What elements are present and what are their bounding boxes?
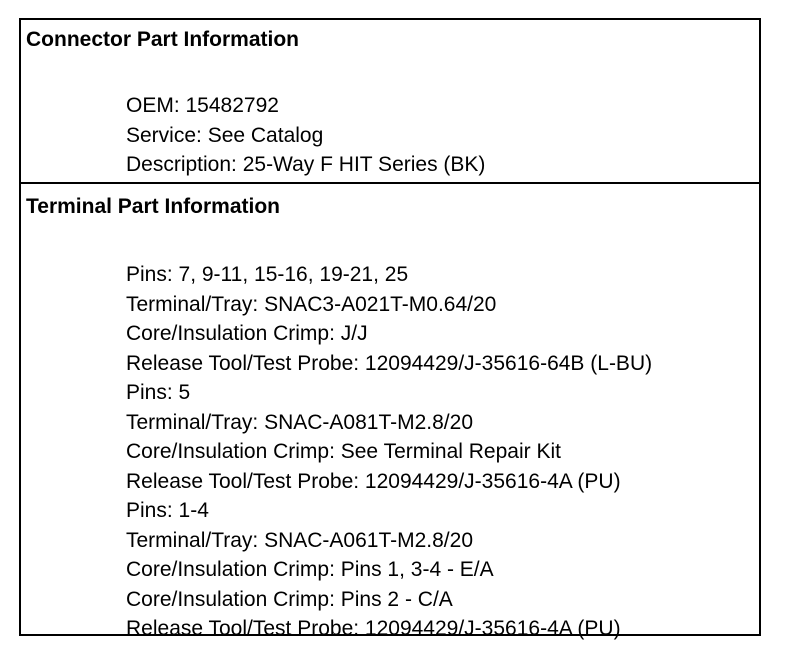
terminal-detail-line: Pins: 5 [126, 381, 191, 404]
terminal-detail-line: Pins: 1-4 [126, 499, 209, 522]
terminal-detail-line: Terminal/Tray: SNAC3-A021T-M0.64/20 [126, 292, 497, 316]
terminal-part-details [126, 260, 652, 644]
terminal-detail-line: Terminal/Tray: SNAC-A061T-M2.8/20 [126, 528, 474, 552]
terminal-detail-line: Terminal/Tray: SNAC-A081T-M2.8/20 [126, 410, 474, 434]
connector-part-details [126, 91, 485, 180]
terminal-detail-line: Release Tool/Test Probe: 12094429/J-35616-4A (PU) [126, 617, 621, 640]
connector-part-heading: Connector Part Information [26, 28, 300, 51]
terminal-detail-line: Core/Insulation Crimp: See Terminal Repair Kit [126, 440, 561, 463]
part-information-table [19, 18, 761, 640]
terminal-detail-line: Core/Insulation Crimp: Pins 1, 3-4 - E/A [126, 558, 494, 581]
terminal-detail-line: Release Tool/Test Probe: 12094429/J-35616-64B (L-BU) [126, 351, 653, 375]
terminal-part-section [21, 184, 759, 640]
terminal-detail-line: Core/Insulation Crimp: Pins 2 - C/A [126, 587, 453, 611]
connector-service-line: Service: See Catalog [126, 123, 324, 147]
terminal-detail-line: Core/Insulation Crimp: J/J [126, 322, 368, 345]
connector-description-line: Description: 25-Way F HIT Series (BK) [126, 153, 486, 176]
terminal-detail-line: Release Tool/Test Probe: 12094429/J-35616-4A (PU) [126, 469, 621, 493]
terminal-detail-line: Pins: 7, 9-11, 15-16, 19-21, 25 [126, 263, 409, 286]
connector-oem-line: OEM: 15482792 [126, 94, 279, 117]
connector-part-section [21, 20, 759, 184]
terminal-part-heading: Terminal Part Information [26, 195, 280, 218]
